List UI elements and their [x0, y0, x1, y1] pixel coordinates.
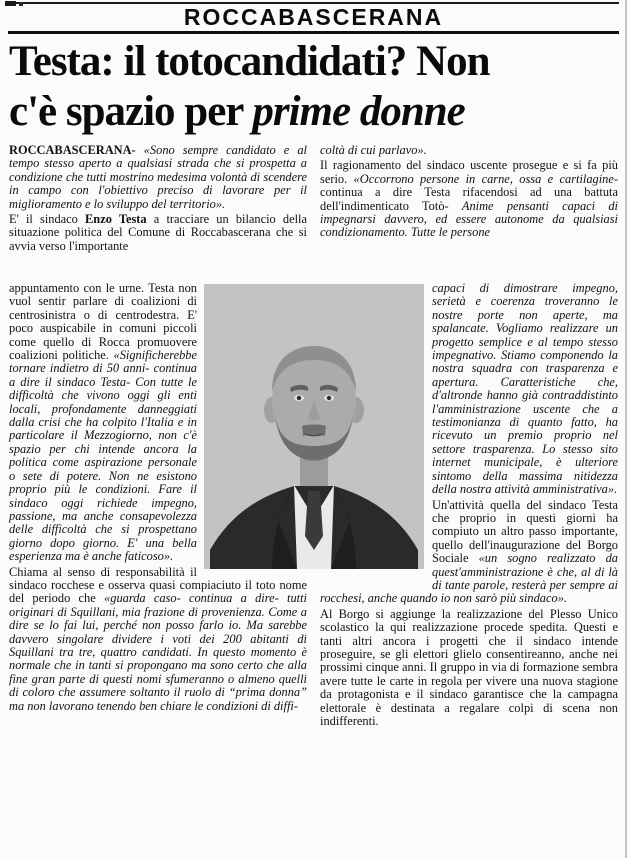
text-segment: «Occorrono persone in carne, ossa e cartilagine-: [353, 171, 619, 186]
text-segment: ROCCABASCERANA-: [9, 143, 136, 157]
text-segment: prime donne: [252, 88, 465, 135]
portrait-illustration: [204, 284, 424, 569]
paragraph: [320, 144, 618, 157]
paragraph: [9, 566, 307, 713]
paragraph: [9, 144, 307, 211]
section-header: [8, 0, 619, 34]
text-segment: appuntamento con le urne. Testa non vuol sentir parlare di coalizioni di centrosinistra o di centrodestra. E' poco auspicabile in comuni piccoli come quello di Rocca promuovere coalizioni politiche.: [9, 281, 197, 363]
text-segment: «Significherebbe tornare indietro di 50 anni- continua a dire il sindaco Testa- Con tutte le difficoltà che vivono oggi gli enti locali, profondamente danneggiati dalla crisi che ha colpito l'Italia e in particolare il Mezzogiorno, non c'è spazio per chi intende ancora la politica come aspirazione personale o sete di potere. Non ne esistono proprio più le condizioni. Fare il sindaco oggi richiede impegno, passione, ma anche consapevolezza delle difficoltà che si prospettano giorno dopo giorno. E' una bella esperienza ma è anche faticoso».: [9, 348, 197, 564]
article-headline: [9, 37, 618, 137]
section-title: ROCCABASCERANA: [183, 4, 444, 30]
paragraph: [320, 608, 618, 729]
left-column-top: [9, 144, 307, 282]
text-segment: Enzo Testa: [85, 212, 147, 227]
text-segment: Al Borgo si aggiunge la realizzazione del Plesso Unico scolastico la qui realizzazione procede spedita. Questi e tanti altri ancora i progetti che il sindaco intende proseguire, se gli elettori glielo consentireanno, anche nei prossimi cinque anni. Il gruppo in via di formazione sembra avere tutte le carte in regola per vivere una nuova stagione da protagonista e il sindaco garantisce che la campagna elettorale è destinata a regalare colpi di scena non indifferenti.: [320, 606, 618, 728]
left-column: [9, 144, 307, 730]
text-segment: Il ragionamento del sindaco uscente prosegue e si fa più serio.: [320, 158, 618, 186]
text-segment: «un sogno realizzato da quest'amministrazione è che, al di là di tante parole, resterà per sempre ai rocchesi, anche quando io non sarò più sindaco».: [320, 551, 618, 606]
paragraph: [9, 213, 307, 253]
paragraph: [320, 159, 618, 239]
print-artifact-mark-small: [19, 2, 23, 6]
text-segment: Anime pensanti capaci di impegnarsi davvero, ed essere autonome da qualsiasi condizionamento. Tutte le persone: [320, 198, 618, 240]
photo-float-anchor: [197, 282, 307, 572]
text-segment: Chiama al senso di responsabilità il sindaco rocchese e osserva quasi compiaciuto il toto nome del periodo che: [9, 564, 307, 606]
mayor-portrait-photo: [204, 284, 424, 569]
text-segment: Testa: il totocandidati? Non: [9, 38, 490, 85]
paragraph: [9, 37, 618, 87]
text-segment: E' il sindaco: [9, 212, 86, 227]
right-column-top: [320, 144, 618, 282]
text-segment: continua a dire Testa rifacendosi ad una battuta dell'indimenticato Totò-: [320, 185, 618, 213]
text-segment: coltà di cui parlavo».: [320, 143, 427, 157]
paragraph: [9, 87, 618, 137]
article-body: [9, 144, 618, 730]
section-rule: [8, 31, 619, 34]
text-segment: «Sono sempre candidato e al tempo stesso aperto a qualsiasi strada che si prospetta a condizione che tutti mostrino medesima volontà di scendere in campo con l'obiettivo preciso di lavorare per il miglioramento e lo sviluppo del territorio».: [9, 143, 307, 211]
text-segment: c'è spazio per: [9, 88, 253, 135]
text-segment: capaci di dimostrare impegno, serietà e coerenza troveranno le nostre porte non aperte, ma spalancate. Vogliamo realizzare un progetto semplice e al tempo stesso impegnativo. Stiamo componendo la nostra squadra con trasparenza e apertura. Caratteristiche che, d'altronde hanno già contraddistinto l'amministrazione uscente che a testimonianza di quanto fatto, ha ricevuto un premio proprio nel settore trasparenza. Lo stesso sito internet municipale, è ulteriore sintomo della massima nitidezza della nostra attività amministrativa».: [432, 281, 618, 497]
print-artifact-mark: [5, 1, 16, 6]
text-segment: a tracciare un bilancio della situazione politica del Comune di Roccabascerana che si avvia verso l'importante: [9, 212, 307, 253]
text-segment: Un'attività quella del sindaco Testa che proprio in questi giorni ha compiuto un altro passo importante, quello dell'inaugurazione del Borgo Sociale: [432, 497, 618, 566]
text-segment: «guarda caso- continua a dire- tutti originari di Squillani, mia frazione di provenienza. Come a dire se lo fai lui, perché non posso farlo io. Ma sarebbe davvero singolare dividere i voti dei 200 abitanti di Squillani tra tre, quattro candidati. In questo momento è normale che in tanti si propongano ma sono certo che alla fine gran parte di questi nomi sfumeranno o almeno quelli di coloro che assumere soltanto il ruolo di “prima donna” ma non lavorano tenendo ben chiare le condizioni di diffi-: [9, 591, 307, 713]
